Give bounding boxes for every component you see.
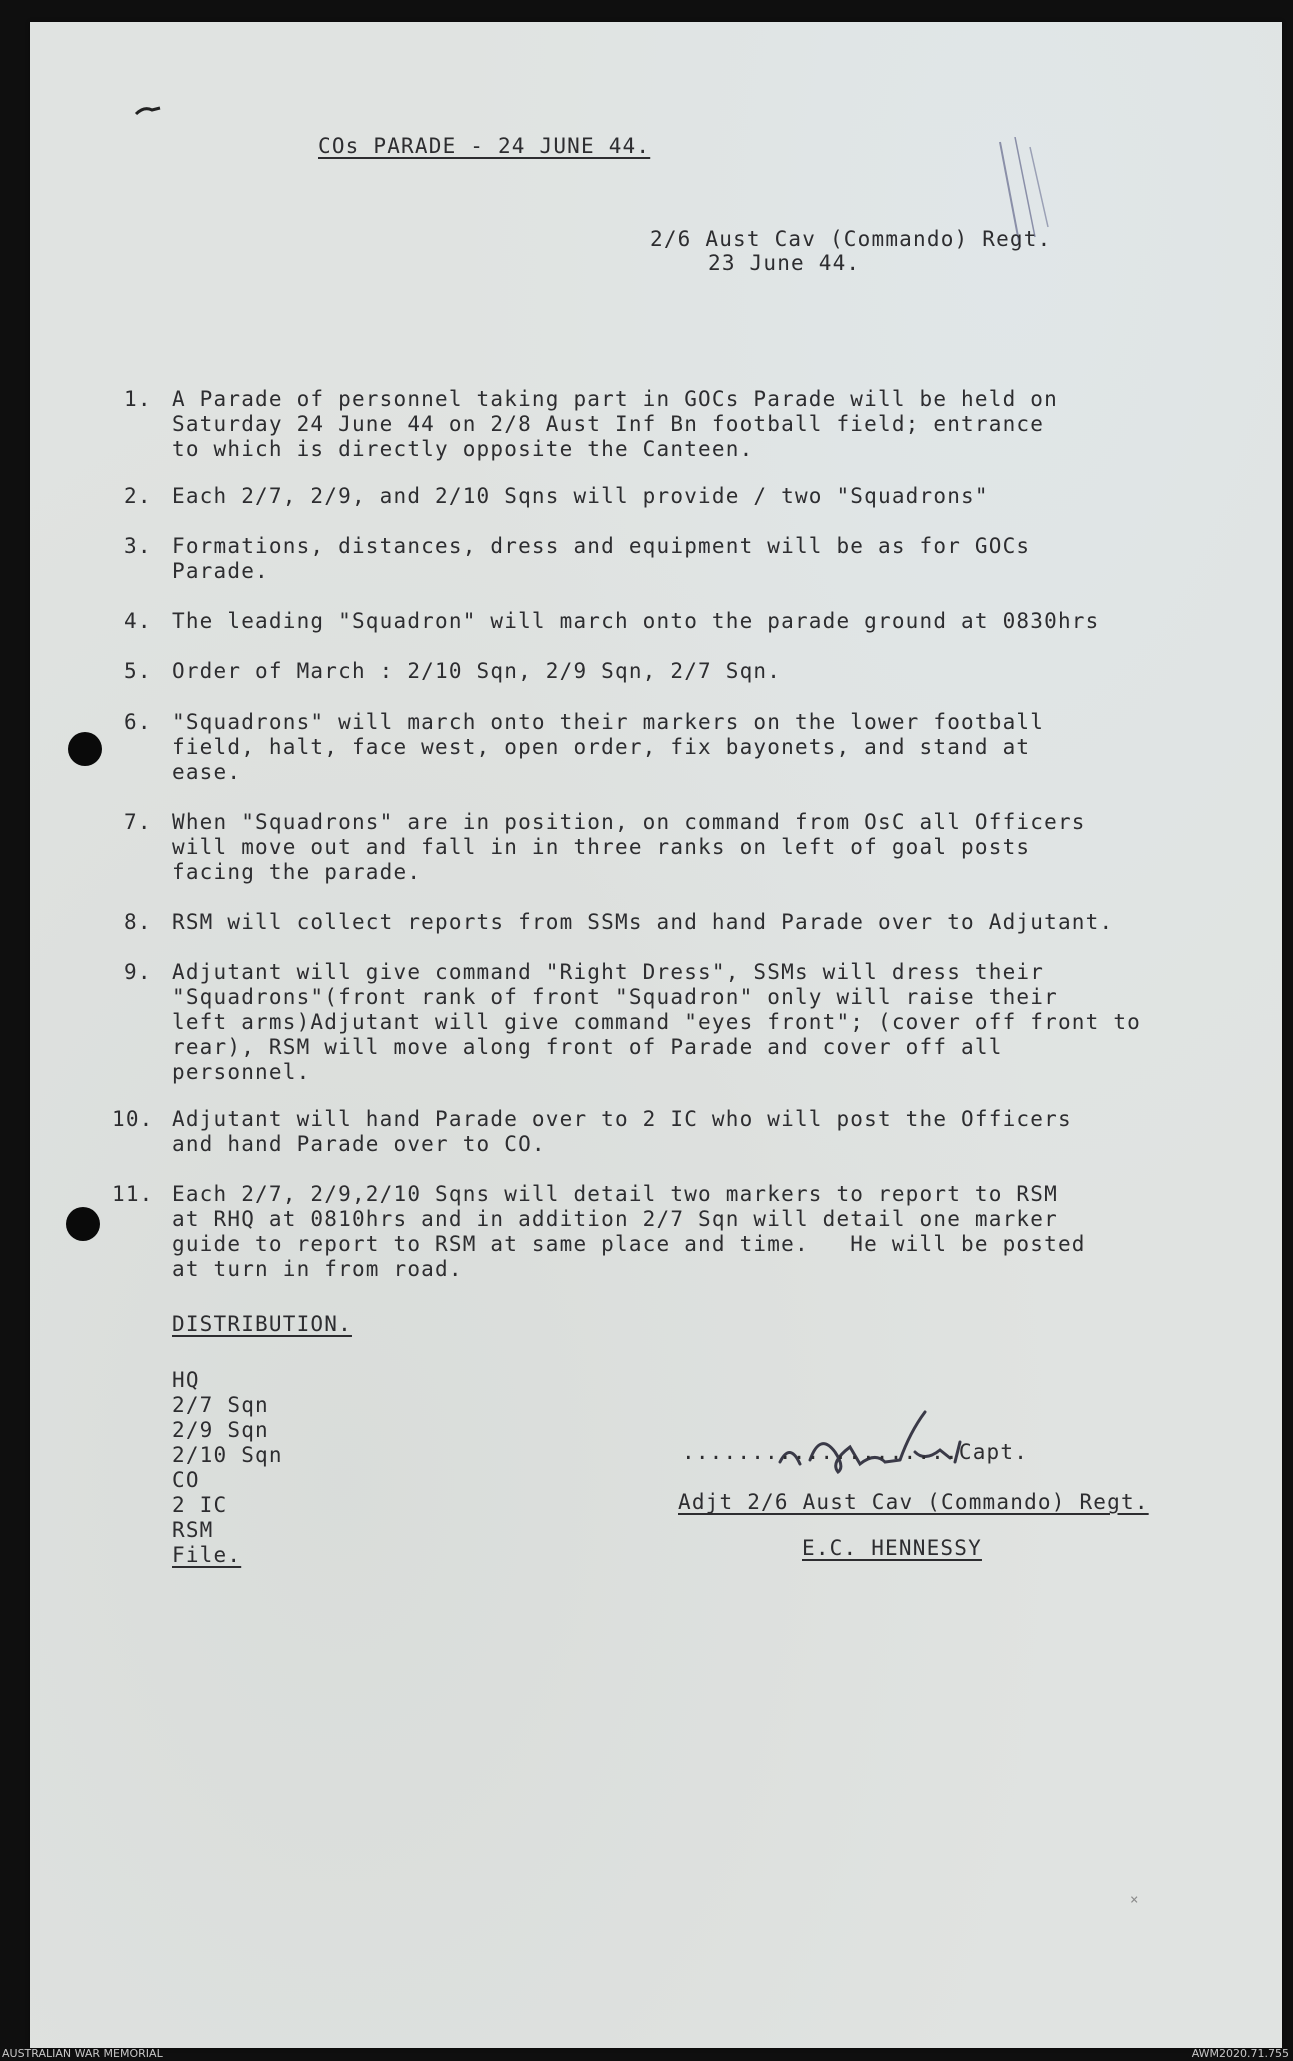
paragraph-line: A Parade of personnel taking part in GOCs Parade will be held on: [172, 387, 1058, 411]
footer-accession-number: AWM2020.71.755: [1191, 2047, 1289, 2060]
distribution-item: 2/9 Sqn: [172, 1418, 269, 1442]
paragraph-line: at RHQ at 0810hrs and in addition 2/7 Sqn will detail one marker: [172, 1207, 1058, 1231]
paragraph-number: 1.: [124, 387, 152, 411]
paragraph-line: Order of March : 2/10 Sqn, 2/9 Sqn, 2/7 Sqn.: [172, 659, 782, 683]
paragraph-line: left arms)Adjutant will give command "eyes front"; (cover off front to: [172, 1010, 1142, 1034]
captain-signature-line: ....................Capt.: [682, 1440, 1029, 1464]
signatory-name: E.C. HENNESSY: [802, 1536, 982, 1560]
footer-institution: AUSTRALIAN WAR MEMORIAL: [2, 2047, 163, 2060]
paragraph-line: "Squadrons"(front rank of front "Squadron" only will raise their: [172, 985, 1058, 1009]
paragraph-line: to which is directly opposite the Canteen.: [172, 437, 754, 461]
paragraph-line: The leading "Squadron" will march onto the parade ground at 0830hrs: [172, 609, 1100, 633]
paragraph-number: 11.: [112, 1182, 154, 1206]
adjutant-appointment: Adjt 2/6 Aust Cav (Commando) Regt.: [678, 1490, 1149, 1514]
paragraph-number: 8.: [124, 910, 152, 934]
paragraph-number: 2.: [124, 484, 152, 508]
paragraph-line: Each 2/7, 2/9, and 2/10 Sqns will provide / two "Squadrons": [172, 484, 989, 508]
paragraph-number: 7.: [124, 810, 152, 834]
paragraph-line: When "Squadrons" are in position, on command from OsC all Officers: [172, 810, 1086, 834]
paragraph-number: 4.: [124, 609, 152, 633]
distribution-item: 2 IC: [172, 1493, 228, 1517]
paragraph-line: rear), RSM will move along front of Parade and cover off all: [172, 1035, 1003, 1059]
ink-mark: [134, 104, 164, 118]
paragraph-line: Parade.: [172, 559, 269, 583]
paragraph-line: facing the parade.: [172, 860, 422, 884]
distribution-item: HQ: [172, 1368, 200, 1392]
paragraph-line: will move out and fall in in three ranks on left of goal posts: [172, 835, 1031, 859]
paper-sheet: [30, 22, 1282, 2048]
paragraph-line: Adjutant will hand Parade over to 2 IC who will post the Officers: [172, 1107, 1072, 1131]
paragraph-line: Adjutant will give command "Right Dress", SSMs will dress their: [172, 960, 1045, 984]
paragraph-number: 3.: [124, 534, 152, 558]
paragraph-line: Formations, distances, dress and equipment will be as for GOCs: [172, 534, 1031, 558]
stray-x-mark: ×: [1130, 1892, 1140, 1908]
paragraph-number: 9.: [124, 960, 152, 984]
distribution-item: CO: [172, 1468, 200, 1492]
distribution-item: File.: [172, 1543, 242, 1567]
distribution-item: 2/7 Sqn: [172, 1393, 269, 1417]
document-title: COs PARADE - 24 JUNE 44.: [318, 134, 651, 158]
unit-heading: 2/6 Aust Cav (Commando) Regt.: [650, 227, 1052, 251]
paragraph-line: guide to report to RSM at same place and time. He will be posted: [172, 1232, 1086, 1256]
punch-hole-top: [68, 732, 102, 766]
paragraph-line: "Squadrons" will march onto their markers on the lower football: [172, 710, 1045, 734]
distribution-heading: DISTRIBUTION.: [172, 1312, 352, 1336]
paragraph-line: personnel.: [172, 1060, 311, 1084]
paragraph-line: at turn in from road.: [172, 1257, 463, 1281]
paragraph-line: Saturday 24 June 44 on 2/8 Aust Inf Bn football field; entrance: [172, 412, 1045, 436]
paragraph-number: 5.: [124, 659, 152, 683]
paragraph-line: and hand Parade over to CO.: [172, 1132, 546, 1156]
distribution-item: RSM: [172, 1518, 214, 1542]
punch-hole-bottom: [66, 1207, 100, 1241]
distribution-item: 2/10 Sqn: [172, 1443, 283, 1467]
paragraph-number: 6.: [124, 710, 152, 734]
paragraph-number: 10.: [112, 1107, 154, 1131]
document-date: 23 June 44.: [708, 251, 861, 275]
paragraph-line: Each 2/7, 2/9,2/10 Sqns will detail two markers to report to RSM: [172, 1182, 1058, 1206]
paragraph-line: ease.: [172, 760, 242, 784]
handwritten-signature: [750, 1392, 1010, 1482]
paragraph-line: RSM will collect reports from SSMs and hand Parade over to Adjutant.: [172, 910, 1114, 934]
paragraph-line: field, halt, face west, open order, fix bayonets, and stand at: [172, 735, 1031, 759]
